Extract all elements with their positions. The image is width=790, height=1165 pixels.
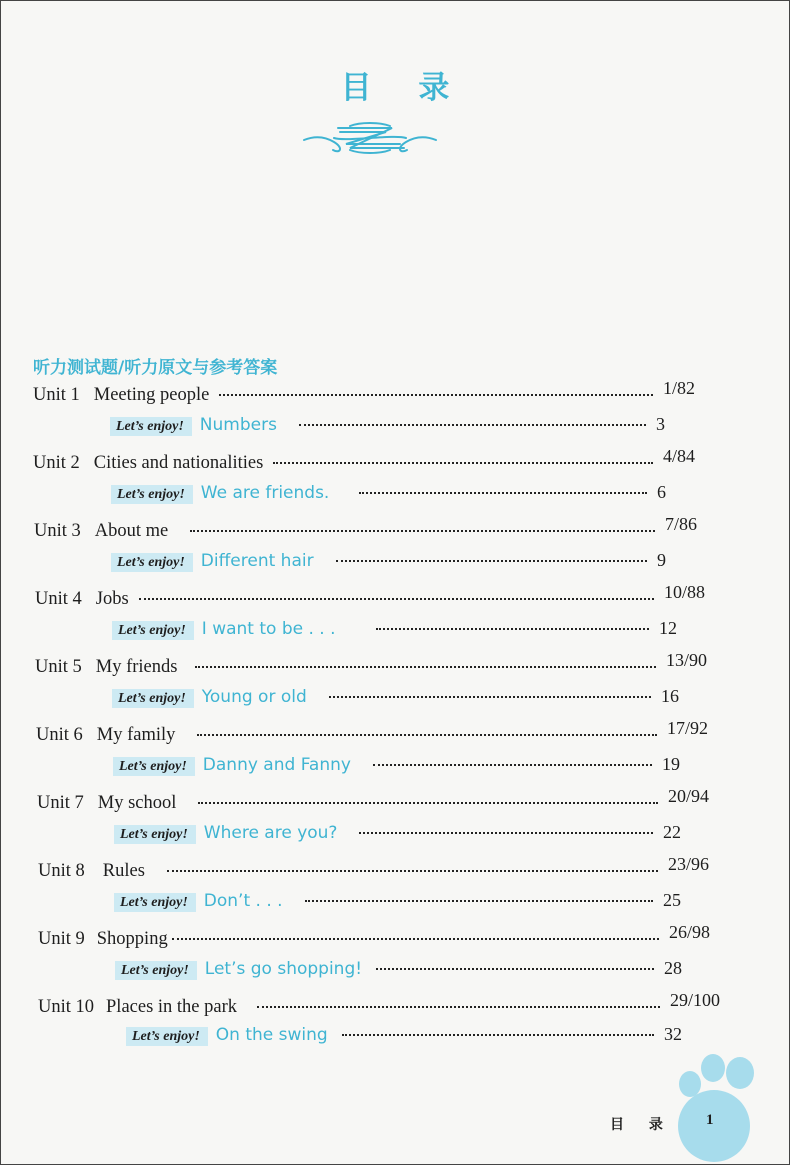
unit-page-ref: 17/92 bbox=[666, 718, 708, 738]
toc-enjoy-row[interactable] bbox=[113, 754, 680, 782]
lets-enjoy-badge: Let’s enjoy! bbox=[110, 417, 192, 436]
dot-leader bbox=[198, 802, 658, 804]
dot-leader bbox=[359, 492, 647, 494]
enjoy-title: Different hair bbox=[200, 551, 314, 571]
unit-title: About me bbox=[94, 521, 169, 541]
dot-leader bbox=[195, 666, 656, 668]
enjoy-title: I want to be . . . bbox=[201, 619, 336, 639]
lets-enjoy-badge: Let’s enjoy! bbox=[114, 893, 196, 912]
enjoy-page-ref: 3 bbox=[656, 414, 665, 434]
unit-label: Unit 7 bbox=[37, 793, 84, 813]
unit-page-ref: 7/86 bbox=[664, 514, 697, 534]
unit-page-ref: 23/96 bbox=[667, 854, 709, 874]
dot-leader bbox=[172, 938, 659, 940]
enjoy-page-ref: 6 bbox=[657, 482, 666, 502]
dot-leader bbox=[376, 628, 649, 630]
toc-unit-row[interactable] bbox=[37, 786, 709, 820]
toc-enjoy-row[interactable] bbox=[114, 890, 681, 918]
dot-leader bbox=[336, 560, 647, 562]
unit-title: Jobs bbox=[95, 589, 129, 609]
lets-enjoy-badge: Let’s enjoy! bbox=[114, 825, 196, 844]
enjoy-title: We are friends. bbox=[200, 483, 330, 503]
unit-title: Meeting people bbox=[93, 385, 210, 405]
toc-unit-row[interactable] bbox=[34, 514, 697, 548]
unit-label: Unit 5 bbox=[35, 657, 82, 677]
toc-unit-row[interactable] bbox=[38, 990, 720, 1024]
unit-label: Unit 3 bbox=[34, 521, 81, 541]
enjoy-page-ref: 22 bbox=[663, 822, 681, 842]
paw-print-icon bbox=[668, 1040, 778, 1165]
unit-page-ref: 4/84 bbox=[662, 446, 695, 466]
unit-label: Unit 10 bbox=[38, 997, 95, 1017]
unit-page-ref: 20/94 bbox=[667, 786, 709, 806]
toc-enjoy-row[interactable] bbox=[111, 550, 666, 578]
enjoy-page-ref: 19 bbox=[662, 754, 680, 774]
enjoy-title: Where are you? bbox=[203, 823, 338, 843]
enjoy-title: Don’t . . . bbox=[203, 891, 283, 911]
toc-enjoy-row[interactable] bbox=[111, 482, 666, 510]
unit-label: Unit 8 bbox=[38, 861, 85, 881]
toc-unit-row[interactable] bbox=[35, 582, 705, 616]
toc-enjoy-row[interactable] bbox=[110, 414, 665, 442]
enjoy-title: Let’s go shopping! bbox=[204, 959, 363, 979]
page-title: 目 录 bbox=[340, 70, 468, 106]
enjoy-title: On the swing bbox=[215, 1025, 328, 1045]
dot-leader bbox=[273, 462, 653, 464]
unit-title: My family bbox=[96, 725, 176, 745]
enjoy-page-ref: 28 bbox=[664, 958, 682, 978]
unit-page-ref: 10/88 bbox=[663, 582, 705, 602]
dot-leader bbox=[257, 1006, 660, 1008]
unit-label: Unit 2 bbox=[33, 453, 80, 473]
unit-label: Unit 1 bbox=[33, 385, 80, 405]
dot-leader bbox=[139, 598, 654, 600]
unit-title: Cities and nationalities bbox=[93, 453, 264, 473]
lets-enjoy-badge: Let’s enjoy! bbox=[111, 553, 193, 572]
lets-enjoy-badge: Let’s enjoy! bbox=[112, 621, 194, 640]
dot-leader bbox=[219, 394, 653, 396]
toc-enjoy-row[interactable] bbox=[126, 1024, 682, 1052]
enjoy-page-ref: 16 bbox=[661, 686, 679, 706]
unit-title: My friends bbox=[95, 657, 178, 677]
lets-enjoy-badge: Let’s enjoy! bbox=[113, 757, 195, 776]
enjoy-title: Young or old bbox=[201, 687, 307, 707]
dot-leader bbox=[190, 530, 655, 532]
unit-title: Rules bbox=[102, 861, 145, 881]
unit-title: My school bbox=[97, 793, 177, 813]
toc-unit-row[interactable] bbox=[33, 378, 695, 412]
lets-enjoy-badge: Let’s enjoy! bbox=[112, 689, 194, 708]
dot-leader bbox=[373, 764, 652, 766]
toc-enjoy-row[interactable] bbox=[112, 618, 677, 646]
unit-label: Unit 4 bbox=[35, 589, 82, 609]
toc-unit-row[interactable] bbox=[36, 718, 708, 752]
dot-leader bbox=[305, 900, 653, 902]
lets-enjoy-badge: Let’s enjoy! bbox=[115, 961, 197, 980]
lets-enjoy-badge: Let’s enjoy! bbox=[126, 1027, 208, 1046]
unit-page-ref: 13/90 bbox=[665, 650, 707, 670]
section-heading: 听力测试题/听力原文与参考答案 bbox=[33, 358, 278, 378]
toc-enjoy-row[interactable] bbox=[114, 822, 681, 850]
toc-unit-row[interactable] bbox=[38, 922, 710, 956]
enjoy-title: Numbers bbox=[199, 415, 277, 435]
unit-title: Places in the park bbox=[106, 997, 238, 1017]
dot-leader bbox=[342, 1034, 654, 1036]
dot-leader bbox=[299, 424, 646, 426]
unit-page-ref: 26/98 bbox=[668, 922, 710, 942]
enjoy-page-ref: 12 bbox=[659, 618, 677, 638]
unit-page-ref: 29/100 bbox=[669, 990, 720, 1010]
enjoy-title: Danny and Fanny bbox=[202, 755, 351, 775]
lets-enjoy-badge: Let’s enjoy! bbox=[111, 485, 193, 504]
dot-leader bbox=[167, 870, 658, 872]
enjoy-page-ref: 9 bbox=[657, 550, 666, 570]
toc-unit-row[interactable] bbox=[33, 446, 695, 480]
unit-label: Unit 9 bbox=[38, 929, 85, 949]
dot-leader bbox=[197, 734, 657, 736]
footer-section-label: 目 录 bbox=[610, 1117, 673, 1133]
dot-leader bbox=[329, 696, 651, 698]
enjoy-page-ref: 32 bbox=[664, 1024, 682, 1044]
dot-leader bbox=[359, 832, 653, 834]
dot-leader bbox=[376, 968, 654, 970]
toc-unit-row[interactable] bbox=[35, 650, 707, 684]
enjoy-page-ref: 25 bbox=[663, 890, 681, 910]
unit-page-ref: 1/82 bbox=[662, 378, 695, 398]
toc-unit-row[interactable] bbox=[38, 854, 709, 888]
unit-title: Shopping bbox=[96, 929, 168, 949]
toc-enjoy-row[interactable] bbox=[115, 958, 682, 986]
toc-enjoy-row[interactable] bbox=[112, 686, 679, 714]
unit-label: Unit 6 bbox=[36, 725, 83, 745]
footer-page-number: 1 bbox=[706, 1112, 714, 1128]
